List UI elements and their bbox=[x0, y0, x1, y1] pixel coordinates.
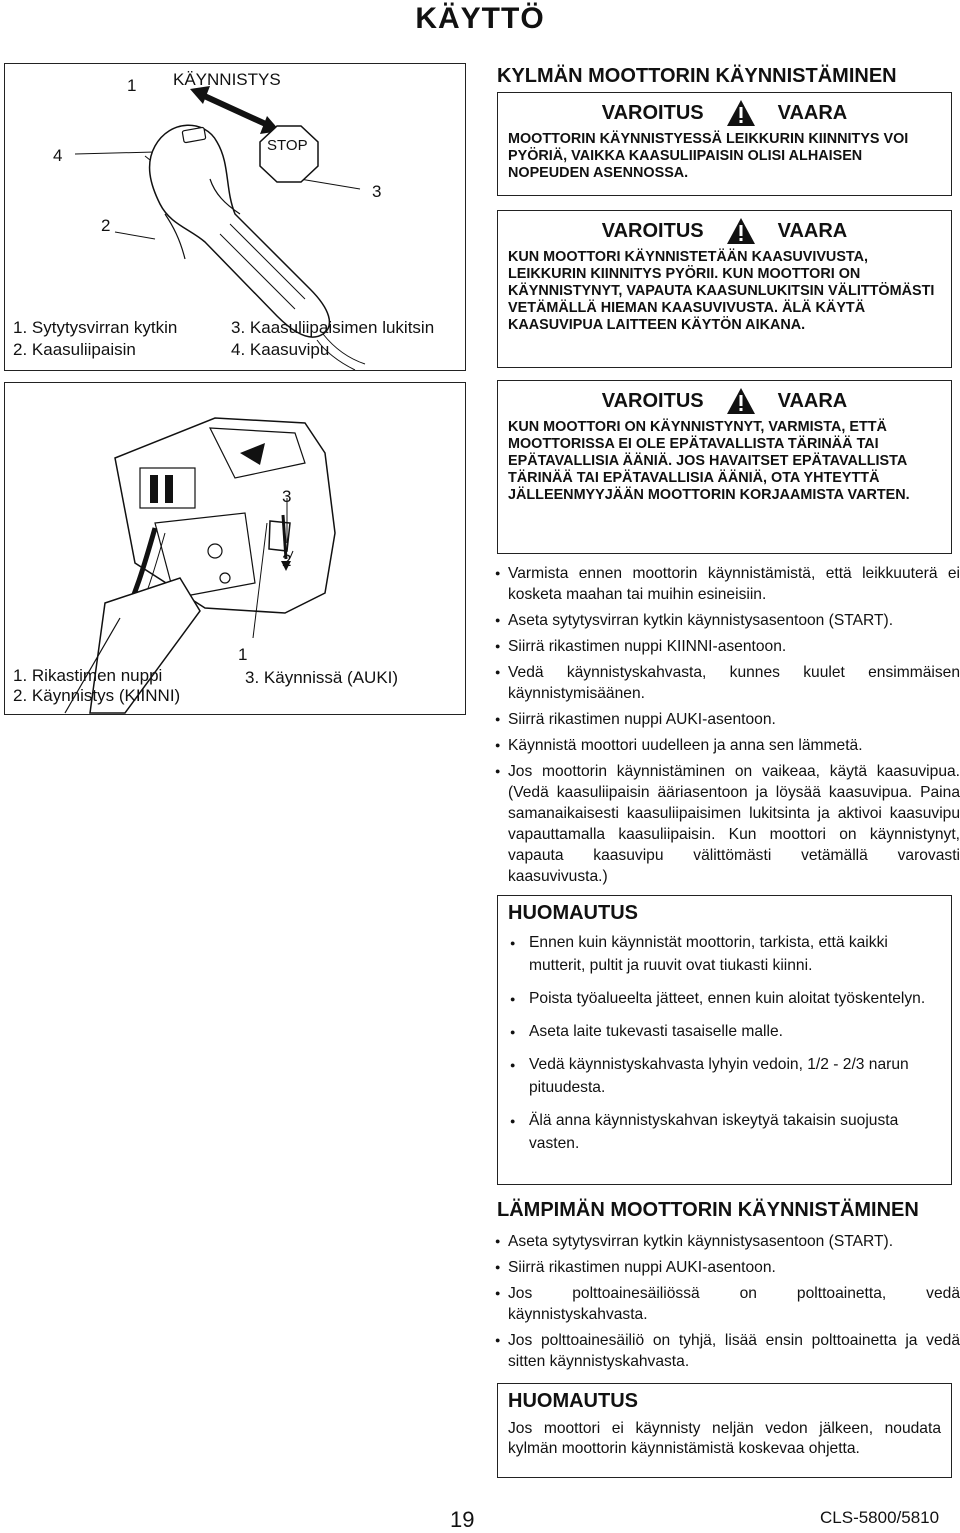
warm-start-steps bbox=[495, 1231, 960, 1377]
legend-item: 4. Kaasuvipu bbox=[231, 340, 330, 359]
engine-illustration bbox=[5, 383, 465, 714]
callout-1: 1 bbox=[127, 76, 137, 95]
start-label: KÄYNNISTYS bbox=[173, 70, 281, 89]
list-item: ● Vedä käynnistyskahvasta, kunnes kuulet ensimmäisen käynnistymisäänen. bbox=[495, 662, 960, 704]
callout-4: 4 bbox=[53, 146, 63, 165]
warning-box bbox=[497, 380, 952, 554]
legend-item: 1. Sytytysvirran kytkin bbox=[13, 318, 178, 337]
cold-start-heading: KYLMÄN MOOTTORIN KÄYNNISTÄMINEN bbox=[497, 65, 897, 87]
stop-sign-icon bbox=[260, 126, 318, 182]
list-item: ● Varmista ennen moottorin käynnistämistä, että leikkuuterä ei kosketa maahan tai muihin esineisiin. bbox=[495, 563, 960, 605]
list-item: ● Poista työalueelta jätteet, ennen kuin aloitat työskentelyn. bbox=[508, 987, 941, 1010]
list-item: ● Jos polttoainesäiliössä on polttoainetta, vedä käynnistyskahvasta. bbox=[495, 1283, 960, 1325]
page-number: 19 bbox=[450, 1507, 475, 1532]
warning-text: MOOTTORIN KÄYNNISTYESSÄ LEIKKURIN KIINNITYS VOI PYÖRIÄ, VAIKKA KAASULIIPAISIN OLISI ALHAISEN NOPEUDEN ASENNOSSA. bbox=[508, 131, 909, 181]
warning-triangle-icon bbox=[726, 99, 756, 127]
callout-1: 1 bbox=[238, 645, 248, 664]
figure-choke bbox=[4, 382, 466, 715]
warning-box bbox=[497, 210, 952, 368]
note-box bbox=[497, 895, 952, 1185]
callout-2: 2 bbox=[101, 216, 111, 235]
list-item: ● Älä anna käynnistyskahvan iskeytyä takaisin suojusta vasten. bbox=[508, 1109, 941, 1155]
warm-start-heading: LÄMPIMÄN MOOTTORIN KÄYNNISTÄMINEN bbox=[497, 1199, 919, 1221]
list-item: ● Aseta sytytysvirran kytkin käynnistysasentoon (START). bbox=[495, 1231, 960, 1252]
warning-text: KUN MOOTTORI KÄYNNISTETÄÄN KAASUVIVUSTA, LEIKKURIN KIINNITYS PYÖRII. KUN MOOTTORI ON KÄYNNISTYNYT, VAPAUTA KAASUNLUKITSIN VÄLITTÖMÄSTI VETÄMÄLLÄ HIEMAN KAASUVIVUSTA. ÄLÄ KÄYTÄ KAASUVIPUA LAITTEEN KÄYTÖN AIKANA. bbox=[508, 249, 935, 333]
list-item: ● Siirrä rikastimen nuppi AUKI-asentoon. bbox=[495, 709, 960, 730]
list-item: ● Aseta laite tukevasti tasaiselle malle. bbox=[508, 1020, 941, 1043]
list-item: ● Jos moottorin käynnistäminen on vaikeaa, käytä kaasuvipua. (Vedä kaasuliipaisin ääriasentoon ja löysää kaasuvipua. Paina samanaikaisesti kaasuliipaisimen lukitsinta ja aktivoi kaasuvipu vapauttamalla kaasuliipaisin. Kun moottori on käynnistynyt, vapauta kaasuvipu välittömästi vetämällä varovasti kaasuvivusta.) bbox=[495, 761, 960, 887]
danger-label: VAARA bbox=[777, 389, 848, 412]
legend-item: 3. Käynnissä (AUKI) bbox=[245, 668, 399, 687]
list-item: ● Käynnistä moottori uudelleen ja anna sen lämmetä. bbox=[495, 735, 960, 756]
list-item: ● Aseta sytytysvirran kytkin käynnistysasentoon (START). bbox=[495, 610, 960, 631]
danger-label: VAARA bbox=[777, 219, 848, 242]
note-text: Jos moottori ei käynnisty neljän vedon jälkeen, noudata kylmän moottorin käynnistämistä koskevaa ohjetta. bbox=[508, 1420, 941, 1457]
warning-triangle-icon bbox=[726, 217, 756, 245]
warning-label: VAROITUS bbox=[601, 219, 704, 242]
note-heading: HUOMAUTUS bbox=[508, 1390, 638, 1412]
note-box bbox=[497, 1383, 952, 1478]
warning-label: VAROITUS bbox=[601, 389, 704, 412]
cold-start-steps bbox=[495, 563, 960, 892]
legend-item: 3. Kaasuliipaisimen lukitsin bbox=[231, 318, 435, 337]
stop-label: STOP bbox=[267, 137, 308, 154]
callout-2: 2 bbox=[282, 551, 292, 570]
list-item: ● Siirrä rikastimen nuppi KIINNI-asentoon. bbox=[495, 636, 960, 657]
callout-3: 3 bbox=[282, 487, 292, 506]
danger-label: VAARA bbox=[777, 101, 848, 124]
note-heading: HUOMAUTUS bbox=[508, 902, 638, 924]
legend-item: 1. Rikastimen nuppi bbox=[13, 666, 163, 685]
list-item: ● Jos polttoainesäiliö on tyhjä, lisää ensin polttoainetta ja vedä sitten käynnistyskahvasta. bbox=[495, 1330, 960, 1372]
warning-triangle-icon bbox=[726, 387, 756, 415]
warning-text: KUN MOOTTORI ON KÄYNNISTYNYT, VARMISTA, ETTÄ MOOTTORISSA EI OLE EPÄTAVALLISTA TÄRINÄÄ TAI EPÄTAVALLISIA ÄÄNIÄ. JOS HAVAITSET EPÄTAVALLISTA TÄRINÄÄ TAI EPÄTAVALLISIA ÄÄNIÄ, OTA YHTEYTTÄ JÄLLEENMYYJÄÄN MOOTTORIN KORJAAMISTA VARTEN. bbox=[508, 419, 910, 503]
list-item: ● Vedä käynnistyskahvasta lyhyin vedoin, 1/2 - 2/3 narun pituudesta. bbox=[508, 1053, 941, 1099]
legend-item: 2. Kaasuliipaisin bbox=[13, 340, 136, 359]
page-title: KÄYTTÖ bbox=[415, 2, 545, 35]
list-item: ● Ennen kuin käynnistät moottorin, tarkista, että kaikki mutterit, pultit ja ruuvit ovat tiukasti kiinni. bbox=[508, 931, 941, 977]
figure-handle bbox=[4, 63, 466, 371]
warning-label: VAROITUS bbox=[601, 101, 704, 124]
list-item: ● Siirrä rikastimen nuppi AUKI-asentoon. bbox=[495, 1257, 960, 1278]
model-number: CLS-5800/5810 bbox=[820, 1508, 940, 1527]
warning-box bbox=[497, 92, 952, 196]
callout-3: 3 bbox=[372, 182, 382, 201]
legend-item: 2. Käynnistys (KIINNI) bbox=[13, 686, 181, 705]
